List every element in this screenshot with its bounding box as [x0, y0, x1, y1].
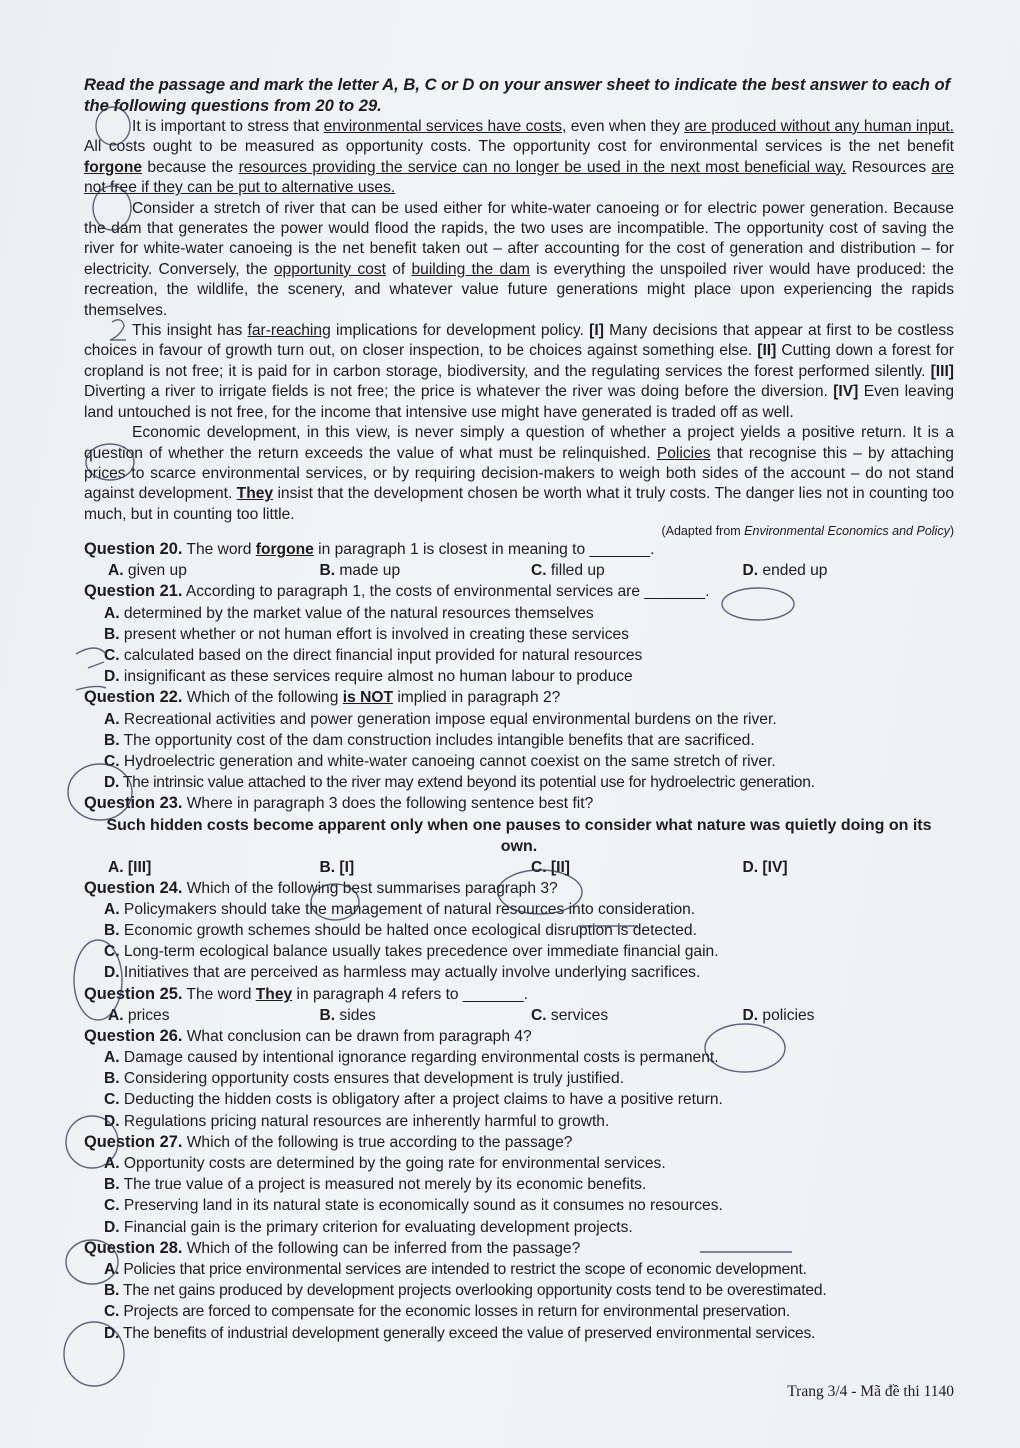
- question-21: Question 21. According to paragraph 1, the costs of environmental services are _______.: [84, 582, 710, 601]
- q23-option-c[interactable]: C. [II]: [531, 858, 570, 876]
- q25-options: [84, 1005, 954, 1026]
- q23-option-d[interactable]: D. [IV]: [742, 858, 788, 876]
- marker-4: [IV]: [833, 383, 859, 401]
- question-20: Question 20. The word forgone in paragraph 1 is closest in meaning to _______.: [84, 540, 655, 559]
- question-28: Question 28. Which of the following can be inferred from the passage?: [84, 1238, 581, 1257]
- q24-option-c[interactable]: C. Long-term ecological balance usually takes precedence over immediate financial gain.: [104, 943, 719, 961]
- question-25: Question 25. The word They in paragraph 4 refers to _______.: [84, 984, 528, 1003]
- q26-option-b[interactable]: B. Considering opportunity costs ensures that development is truly justified.: [104, 1070, 625, 1088]
- q23-insert-sentence: Such hidden costs become apparent only when one pauses to consider what nature was quietly doing on its own.: [106, 816, 932, 855]
- q25-option-a[interactable]: A. prices: [108, 1006, 170, 1024]
- q24-option-d[interactable]: D. Initiatives that are perceived as harmless may actually involve underlying sacrifices.: [104, 964, 701, 982]
- question-24: Question 24. Which of the following best summarises paragraph 3?: [84, 878, 558, 897]
- marker-3: [III]: [930, 362, 954, 380]
- q23-options: [84, 857, 954, 878]
- q25-option-d[interactable]: D. policies: [742, 1006, 815, 1024]
- q28-option-d[interactable]: D. The benefits of industrial development generally exceed the value of preserved environmental services.: [104, 1324, 816, 1342]
- q25-option-b[interactable]: B. sides: [319, 1006, 376, 1024]
- page-footer: Trang 3/4 - Mã đề thi 1140: [787, 1383, 954, 1400]
- keyword-forgone: forgone: [84, 158, 143, 176]
- q21-option-b[interactable]: B. present whether or not human effort is involved in creating these services: [104, 625, 629, 643]
- q28-option-a[interactable]: A. Policies that price environmental services are intended to restrict the scope of economic development.: [104, 1261, 807, 1279]
- paragraph-4: Economic development, in this view, is never simply a question of whether a project yields a positive return. It is a question of whether the return exceeds the value of what must be relinquished. Policies that recognise this – by attaching prices to scarce environmental services, or by requiring decision-makers to weigh both sides of the account – do not stand against development. They insist that the development chosen be worth what it truly costs. The danger lies not in counting too much, but in counting too little.: [84, 424, 955, 523]
- q21-option-a[interactable]: A. determined by the market value of the natural resources themselves: [104, 604, 594, 622]
- q28-option-c[interactable]: C. Projects are forced to compensate for the economic losses in return for environmental preservation.: [104, 1303, 790, 1321]
- q20-options: [84, 560, 954, 581]
- q22-option-c[interactable]: C. Hydroelectric generation and white-water canoeing cannot coexist on the same stretch of river.: [104, 752, 776, 770]
- question-23: Question 23. Where in paragraph 3 does the following sentence best fit?: [84, 794, 594, 813]
- q21-option-d[interactable]: D. insignificant as these services require almost no human labour to produce: [104, 668, 633, 686]
- marker-1: [I]: [589, 322, 604, 340]
- question-22: Question 22. Which of the following is NOT implied in paragraph 2?: [84, 688, 561, 707]
- q23-option-b[interactable]: B. [I]: [319, 858, 355, 876]
- q26-option-a[interactable]: A. Damage caused by intentional ignorance regarding environmental costs is permanent.: [104, 1048, 719, 1066]
- q27-option-c[interactable]: C. Preserving land in its natural state is economically sound as it consumes no resources.: [104, 1197, 723, 1215]
- q26-option-c[interactable]: C. Deducting the hidden costs is obligatory after a project claims to have a positive return.: [104, 1091, 723, 1109]
- source-citation: (Adapted from Environmental Economics and Policy): [661, 524, 954, 539]
- question-27: Question 27. Which of the following is true according to the passage?: [84, 1132, 573, 1151]
- q28-option-b[interactable]: B. The net gains produced by development projects overlooking opportunity costs tend to be overestimated.: [104, 1282, 827, 1300]
- q26-option-d[interactable]: D. Regulations pricing natural resources are inherently harmful to growth.: [104, 1112, 610, 1130]
- marker-2: [II]: [757, 342, 777, 360]
- question-26: Question 26. What conclusion can be drawn from paragraph 4?: [84, 1026, 532, 1045]
- paragraph-1: It is important to stress that environmental services have costs, even when they are produced without any human input. All costs ought to be measured as opportunity costs. The opportunity cost for environmental services is the net benefit forgone because the resources providing the service can no longer be used in the next most beneficial way. Resources are not free if they can be put to alternative uses.: [84, 118, 955, 197]
- q24-option-b[interactable]: B. Economic growth schemes should be halted once ecological disruption is detected.: [104, 921, 697, 939]
- paragraph-2: Consider a stretch of river that can be used either for white-water canoeing or for electric power generation. Because the dam that generates the power would flood the rapids, the two uses are incompatible. The opportunity cost of saving the river for white-water canoeing is the net benefit taken out – after accounting for the cost of generation and distribution – for electricity. Conversely, the opportunity cost of building the dam is everything the unspoiled river would have produced: the recreation, the wildlife, the scenery, and whatever value future generations might place upon experiencing the rapids themselves.: [84, 199, 954, 319]
- q27-option-a[interactable]: A. Opportunity costs are determined by the going rate for environmental services.: [104, 1155, 666, 1172]
- q25-option-c[interactable]: C. services: [531, 1006, 609, 1024]
- q20-option-a[interactable]: A. given up: [108, 562, 187, 580]
- q22-option-d[interactable]: D. The intrinsic value attached to the river may extend beyond its potential use for hydroelectric generation.: [104, 774, 815, 792]
- q20-option-b[interactable]: B. made up: [319, 562, 401, 580]
- q20-option-d[interactable]: D. ended up: [742, 562, 828, 580]
- q21-option-c[interactable]: C. calculated based on the direct financial input provided for natural resources: [104, 646, 643, 664]
- q20-option-c[interactable]: C. filled up: [531, 562, 605, 580]
- q22-option-a[interactable]: A. Recreational activities and power generation impose equal environmental burdens on the river.: [104, 710, 777, 728]
- page-content: [84, 74, 954, 1344]
- q22-option-b[interactable]: B. The opportunity cost of the dam construction includes intangible benefits that are sacrificed.: [104, 731, 755, 749]
- paragraph-3: This insight has far-reaching implications for development policy. [I] Many decisions that appear at first to be costless choices in favour of growth turn out, on closer inspection, to be choices against something else. [II] Cutting down a forest for cropland is not free; it is paid for in carbon storage, biodiversity, and the regulating services the forest performed silently. [III] Diverting a river to irrigate fields is not free; the price is whatever the river was doing before the diversion. [IV] Even leaving land untouched is not free, for the income that intensive use might have generated is traded off as well.: [84, 322, 954, 421]
- q24-option-a[interactable]: A. Policymakers should take the management of natural resources into consideration.: [104, 900, 696, 918]
- q27-option-d[interactable]: D. Financial gain is the primary criterion for evaluating development projects.: [104, 1218, 633, 1236]
- q27-option-b[interactable]: B. The true value of a project is measured not merely by its economic benefits.: [104, 1176, 647, 1194]
- instructions: Read the passage and mark the letter A, B, C or D on your answer sheet to indicate the best answer to each of the following questions from 20 to 29.: [84, 75, 951, 115]
- q23-option-a[interactable]: A. [III]: [108, 858, 152, 876]
- keyword-they: They: [236, 485, 274, 503]
